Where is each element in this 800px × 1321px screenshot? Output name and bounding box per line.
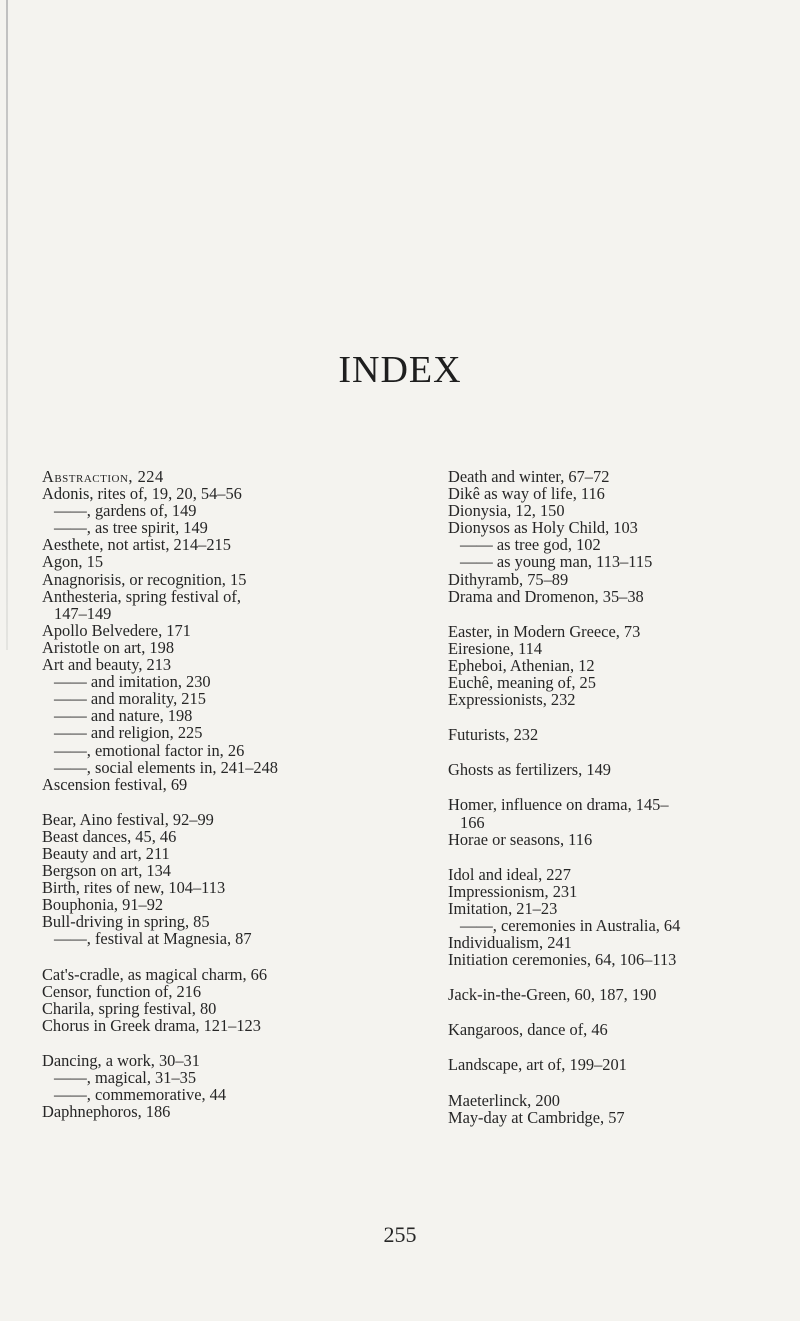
index-entry: Dionysos as Holy Child, 103: [448, 518, 638, 538]
index-entry: Dithyramb, 75–89: [448, 569, 569, 589]
index-entry: Kangaroos, dance of, 46: [448, 1020, 608, 1040]
index-entry: Birth, rites of new, 104–113: [42, 878, 226, 898]
index-entry: ——, ceremonies in Australia, 64: [460, 915, 681, 935]
index-entry: Chorus in Greek drama, 121–123: [42, 1015, 261, 1035]
index-entry: —— and religion, 225: [54, 723, 203, 743]
index-entry: ——, social elements in, 241–248: [54, 757, 278, 777]
index-entry: Epheboi, Athenian, 12: [448, 655, 595, 675]
index-entry: ——, emotional factor in, 26: [54, 740, 245, 760]
index-entry: Ascension festival, 69: [42, 774, 188, 794]
index-entry: Beauty and art, 211: [42, 843, 170, 863]
index-entry: ——, festival at Magnesia, 87: [54, 929, 252, 949]
page-edge-shadow: [6, 0, 8, 650]
index-entry: 166: [460, 812, 485, 832]
index-entry: Bull-driving in spring, 85: [42, 912, 210, 932]
entry-spacer: [448, 605, 793, 623]
index-entry: Maeterlinck, 200: [448, 1090, 560, 1110]
index-entry: —— as young man, 113–115: [460, 552, 653, 572]
index-entry: Dionysia, 12, 150: [448, 501, 565, 521]
index-entry: May-day at Cambridge, 57: [448, 1107, 625, 1127]
page-title: INDEX: [338, 349, 462, 391]
index-entry: Individualism, 241: [448, 933, 572, 953]
entry-spacer: [448, 743, 793, 761]
index-entry: Expressionists, 232: [448, 690, 576, 710]
index-entry: Cat's-cradle, as magical charm, 66: [42, 964, 268, 984]
index-entry: Aesthete, not artist, 214–215: [42, 535, 231, 555]
index-entry: Eiresione, 114: [448, 638, 543, 658]
index-entry: Ghosts as fertilizers, 149: [448, 760, 611, 780]
index-entry: Anthesteria, spring festival of,: [42, 586, 241, 606]
index-entry: Dancing, a work, 30–31: [42, 1050, 200, 1070]
entry-spacer: [448, 968, 793, 986]
entry-spacer: [448, 1003, 793, 1021]
index-entry: —— as tree god, 102: [460, 535, 601, 555]
index-entry: Death and winter, 67–72: [448, 467, 610, 486]
index-entry: Futurists, 232: [448, 725, 539, 745]
index-entry: Initiation ceremonies, 64, 106–113: [448, 950, 677, 970]
index-entry: Beast dances, 45, 46: [42, 826, 177, 846]
index-entry: 147–149: [54, 603, 112, 623]
entry-spacer: [448, 1074, 793, 1092]
entry-spacer: [448, 1038, 793, 1056]
index-entry: ——, gardens of, 149: [54, 501, 197, 521]
index-entry: —— and imitation, 230: [54, 672, 211, 692]
index-entry: Art and beauty, 213: [42, 655, 172, 675]
entry-spacer: [448, 848, 793, 866]
index-entry: —— and nature, 198: [54, 706, 193, 726]
entry-spacer: [448, 778, 793, 796]
index-entry: Bouphonia, 91–92: [42, 895, 164, 915]
index-entry: Apollo Belvedere, 171: [42, 620, 191, 640]
index-entry: Charila, spring festival, 80: [42, 998, 217, 1018]
index-entry: Impressionism, 231: [448, 881, 578, 901]
entry-spacer: [42, 948, 352, 966]
index-entry: Dikê as way of life, 116: [448, 484, 605, 504]
entry-spacer: [448, 708, 793, 726]
index-column-left: [42, 468, 352, 1120]
index-entry: Bergson on art, 134: [42, 861, 171, 881]
index-entry: Agon, 15: [42, 552, 104, 572]
index-entry: Abstraction, 224: [42, 467, 164, 486]
index-entry: —— and morality, 215: [54, 689, 206, 709]
index-entry: Idol and ideal, 227: [448, 864, 571, 884]
index-entry: Bear, Aino festival, 92–99: [42, 809, 214, 829]
index-entry: Homer, influence on drama, 145–: [448, 795, 669, 815]
index-entry: Imitation, 21–23: [448, 898, 558, 918]
index-entry: Aristotle on art, 198: [42, 637, 175, 657]
index-entry: Drama and Dromenon, 35–38: [448, 586, 644, 606]
index-entry: ——, magical, 31–35: [54, 1068, 197, 1087]
index-entry: Easter, in Modern Greece, 73: [448, 621, 641, 641]
index-entry: Censor, function of, 216: [42, 981, 202, 1001]
index-entry: Euchê, meaning of, 25: [448, 673, 596, 693]
index-column-right: [448, 468, 793, 1126]
index-entry: Anagnorisis, or recognition, 15: [42, 569, 247, 589]
index-entry: ——, commemorative, 44: [54, 1085, 227, 1105]
index-entry: Adonis, rites of, 19, 20, 54–56: [42, 484, 242, 504]
index-entry: Landscape, art of, 199–201: [448, 1055, 627, 1075]
page-number: 255: [383, 1222, 417, 1247]
index-entry: ——, as tree spirit, 149: [54, 518, 208, 538]
index-entry: Jack-in-the-Green, 60, 187, 190: [448, 985, 657, 1005]
entry-spacer: [42, 1034, 352, 1052]
entry-spacer: [42, 793, 352, 811]
index-entry: Horae or seasons, 116: [448, 829, 593, 849]
index-entry: Daphnephoros, 186: [42, 1102, 171, 1122]
